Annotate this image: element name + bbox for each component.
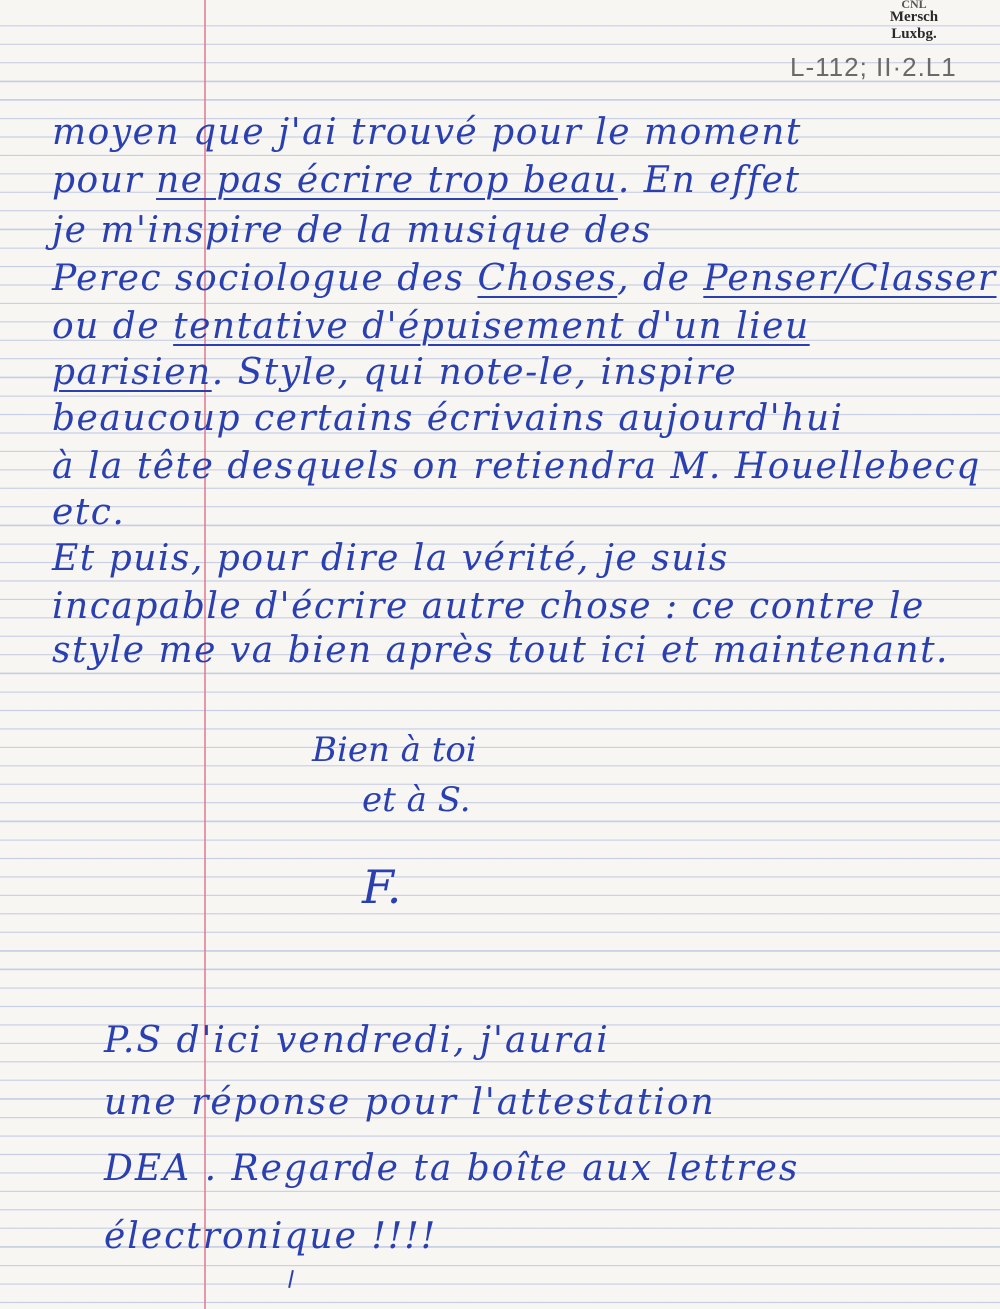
stamp-line: Mersch xyxy=(889,9,939,25)
letter-line xyxy=(52,352,737,393)
archive-stamp xyxy=(878,0,950,43)
postscript-line: DEA . Regarde ta boîte aux lettres xyxy=(104,1148,800,1189)
stamp-line: Luxbg. xyxy=(891,26,937,42)
text-segment: . Style, qui note-le, inspire xyxy=(211,352,738,393)
underlined-title: tentative d'épuisement d'un lieu xyxy=(173,306,810,347)
letter-line xyxy=(52,160,800,201)
text-segment: . En effet xyxy=(617,160,801,201)
signature-initial: F. xyxy=(362,860,402,914)
letter-line: incapable d'écrire autre chose : ce contre le xyxy=(52,586,925,627)
closing-salutation: et à S. xyxy=(362,780,471,820)
postscript-line: P.S d'ici vendredi, j'aurai xyxy=(104,1020,610,1061)
letter-line: à la tête desquels on retiendra M. Houellebecq xyxy=(52,446,981,487)
underlined-title: parisien xyxy=(52,352,212,393)
underlined-title: Penser/Classer xyxy=(703,258,997,299)
letter-line xyxy=(52,306,810,347)
letter-line: beaucoup certains écrivains aujourd'hui xyxy=(52,398,844,439)
postscript-line: électronique !!!! xyxy=(104,1216,438,1257)
text-segment: , de xyxy=(617,258,704,299)
text-segment: pour xyxy=(52,160,157,201)
underlined-title: Choses xyxy=(477,258,618,299)
shelfmark: L-112; II·2.L1 xyxy=(790,52,957,82)
text-segment: Perec sociologue des xyxy=(52,258,478,299)
letter-line: je m'inspire de la musique des xyxy=(52,210,652,251)
stamp-line: CNL xyxy=(901,0,927,9)
letter-line xyxy=(52,258,997,299)
text-segment: ou de xyxy=(52,306,174,347)
letter-line: Et puis, pour dire la vérité, je suis xyxy=(52,538,729,579)
closing-salutation: Bien à toi xyxy=(312,730,477,770)
underlined-phrase: ne pas écrire trop beau xyxy=(156,160,618,201)
postscript-line: une réponse pour l'attestation xyxy=(104,1082,716,1123)
letter-line: etc. xyxy=(52,492,126,533)
pen-stroke xyxy=(288,1270,294,1288)
letter-line: style me va bien après tout ici et maintenant. xyxy=(52,630,949,671)
letter-line: moyen que j'ai trouvé pour le moment xyxy=(52,112,802,153)
